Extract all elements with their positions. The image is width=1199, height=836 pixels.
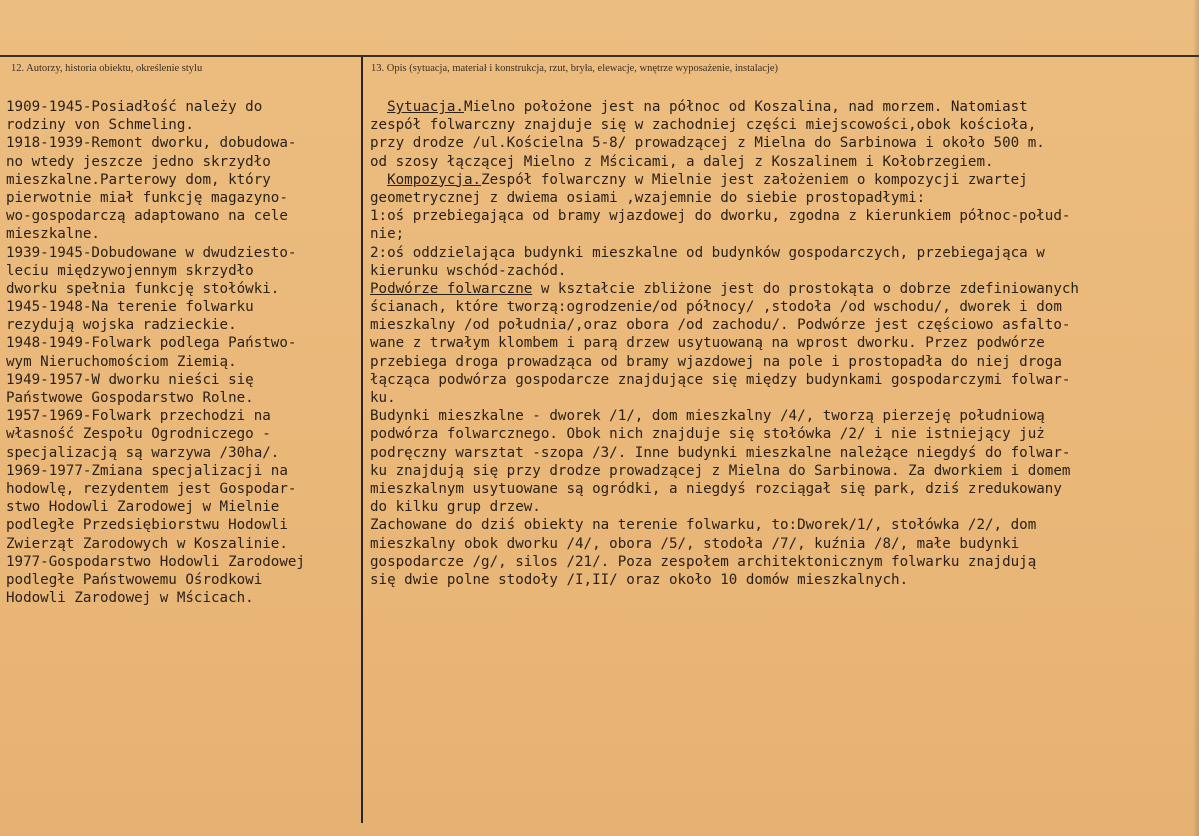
history-line: 1945-1948-Na terenie folwarku [6, 299, 254, 316]
column-divider [361, 57, 363, 823]
line-text: Mielno położone jest na północ od Koszalina, nad morzem. Natomiast [463, 99, 1028, 115]
description-line [370, 425, 1196, 443]
line-text: od szosy łączącej Mielno z Mścicami, a dalej z Koszalinem i Kołobrzegiem. [370, 153, 994, 170]
line-text: wane z trwałym klombem i parą drzew usytuowaną na wprost dworku. Przez podwórze [370, 335, 1045, 352]
history-line: 1918-1939-Remont dworku, dobudowa- [6, 135, 297, 152]
line-text: Budynki mieszkalne - dworek /1/, dom mieszkalny /4/, tworzą pierzeję południową [370, 408, 1045, 425]
history-line: podległe Przedsiębiorstwu Hodowli [6, 517, 288, 534]
description-line [370, 298, 1196, 316]
history-line: Państwowe Gospodarstwo Rolne. [6, 390, 254, 406]
description-line [370, 444, 1196, 462]
line-text: w kształcie zbliżone jest do prostokąta o dobrze zdefiniowanych [532, 280, 1079, 297]
line-text: nie; [370, 226, 405, 243]
description-line [370, 280, 1196, 298]
header-rule [0, 55, 1199, 57]
description-line [370, 244, 1196, 262]
line-text: mieszkalny /od południa/,oraz obora /od zachodu/. Podwórze jest częściowo asfalto- [370, 317, 1071, 334]
history-line: pierwotnie miał funkcję magazyno- [6, 189, 288, 206]
history-line: wo-gospodarczą adaptowano na cele [6, 208, 288, 225]
description-line [370, 571, 1196, 589]
line-text: mieszkalny obok dworku /4/, obora /5/, stodoła /7/, kuźnia /8/, małe budynki [370, 535, 1020, 552]
line-text: mieszkalnym usytuowane są ogródki, a niegdyś rozciągał się park, dziś zredukowany [370, 480, 1062, 497]
line-text: ku. [370, 390, 396, 406]
history-line: wym Nieruchomościom Ziemią. [6, 353, 237, 370]
underlined-heading: Podwórze folwarczne [370, 280, 533, 297]
description-line [370, 225, 1196, 243]
line-text: Zachowane do dziś obiekty na terenie folwarku, to:Dworek/1/, stołówka /2/, dom [370, 517, 1037, 534]
history-line: stwo Hodowli Zarodowej w Mielnie [6, 499, 280, 516]
history-column [6, 98, 358, 607]
description-line [370, 316, 1196, 334]
line-text: 1:oś przebiegająca od bramy wjazdowej do dworku, zgodna z kierunkiem północ-połud- [370, 208, 1071, 225]
history-line: Hodowli Zarodowej w Mścicach. [6, 590, 254, 607]
description-line [370, 498, 1196, 516]
description-line [370, 189, 1196, 207]
description-line [370, 389, 1196, 407]
description-line [370, 480, 1196, 498]
history-line: rodziny von Schmeling. [6, 117, 194, 134]
line-text: kierunku wschód-zachód. [370, 262, 567, 279]
underlined-heading: Sytuacja. [387, 99, 464, 115]
line-text: podwórza folwarcznego. Obok nich znajduje się stołówka /2/ i nie istniejący już [370, 426, 1045, 443]
history-line: podległe Państwowemu Ośrodkowi [6, 571, 263, 588]
description-line [370, 353, 1196, 371]
description-line [370, 553, 1196, 571]
description-line [370, 462, 1196, 480]
history-line: 1969-1977-Zmiana specjalizacji na [6, 462, 288, 479]
line-text: przy drodze /ul.Kościelna 5-8/ prowadzącej z Mielna do Sarbinowa i około 500 m. [370, 135, 1045, 152]
history-line: 1977-Gospodarstwo Hodowli Zarodowej [6, 553, 305, 570]
history-line: 1949-1957-W dworku nieści się [6, 371, 254, 388]
history-line: własność Zespołu Ogrodniczego - [6, 426, 271, 443]
section-13-heading: 13. Opis (sytuacja, materiał i konstrukcja, rzut, bryła, elewacje, wnętrze wyposażenie, instalacje) [371, 63, 779, 74]
description-line [370, 98, 1196, 116]
history-line: 1939-1945-Dobudowane w dwudziesto- [6, 244, 297, 261]
history-line: mieszkalne.Parterowy dom, który [6, 171, 271, 188]
description-line [370, 134, 1196, 152]
line-text: gospodarcze /g/, silos /21/. Poza zespołem architektonicznym folwarku znajdują [370, 553, 1037, 570]
line-text: do kilku grup drzew. [370, 499, 541, 516]
line-text: przebiega droga prowadząca od bramy wjazdowej na pole i prostopadła do niej droga [370, 353, 1062, 370]
history-line: 1909-1945-Posiadłość należy do [6, 99, 263, 115]
history-line: no wtedy jeszcze jedno skrzydło [6, 153, 271, 170]
description-line [370, 171, 1196, 189]
description-line [370, 407, 1196, 425]
history-line: 1957-1969-Folwark przechodzi na [6, 408, 271, 425]
description-line [370, 334, 1196, 352]
line-text: podręczny warsztat -szopa /3/. Inne budynki mieszkalne należące niegdyś do folwar- [370, 444, 1071, 461]
line-text: ku znajdują się przy drodze prowadzącej z Mielna do Sarbinowa. Za dworkiem i domem [370, 462, 1071, 479]
description-line [370, 516, 1196, 534]
line-text: łącząca podwórza gospodarcze znajdujące się między budynkami gospodarczymi folwar- [370, 371, 1071, 388]
line-text: ścianach, które tworzą:ogrodzenie/od północy/ ,stodoła /od wschodu/, dworek i dom [370, 299, 1062, 316]
description-column [370, 98, 1196, 589]
section-12-heading: 12. Autorzy, historia obiektu, określenie stylu [11, 63, 203, 74]
description-line [370, 371, 1196, 389]
line-text: 2:oś oddzielająca budynki mieszkalne od budynków gospodarczych, przebiegająca w [370, 244, 1045, 261]
history-line: specjalizacją są warzywa /30ha/. [6, 444, 280, 461]
history-line: Zwierząt Zarodowych w Koszalinie. [6, 535, 288, 552]
history-line: hodowlę, rezydentem jest Gospodar- [6, 480, 297, 497]
line-text: się dwie polne stodoły /I,II/ oraz około 10 domów mieszkalnych. [370, 571, 909, 588]
description-line [370, 153, 1196, 171]
description-line [370, 535, 1196, 553]
history-line: leciu międzywojennym skrzydło [6, 262, 254, 279]
line-text: geometrycznej z dwiema osiami ,wzajemnie do siebie prostopadłymi: [370, 189, 926, 206]
history-line: mieszkalne. [6, 226, 100, 243]
description-line [370, 116, 1196, 134]
history-line: rezydują wojska radzieckie. [6, 317, 237, 334]
history-line: 1948-1949-Folwark podlega Państwo- [6, 335, 297, 352]
line-text: zespół folwarczny znajduje się w zachodniej części miejscowości,obok kościoła, [370, 117, 1037, 134]
line-text: Zespół folwarczny w Mielnie jest założeniem o kompozycji zwartej [481, 171, 1028, 188]
underlined-heading: Kompozycja. [387, 171, 482, 188]
description-line [370, 262, 1196, 280]
card-edge-shadow [1193, 0, 1199, 836]
description-line [370, 207, 1196, 225]
history-line: dworku spełnia funkcję stołówki. [6, 280, 280, 297]
